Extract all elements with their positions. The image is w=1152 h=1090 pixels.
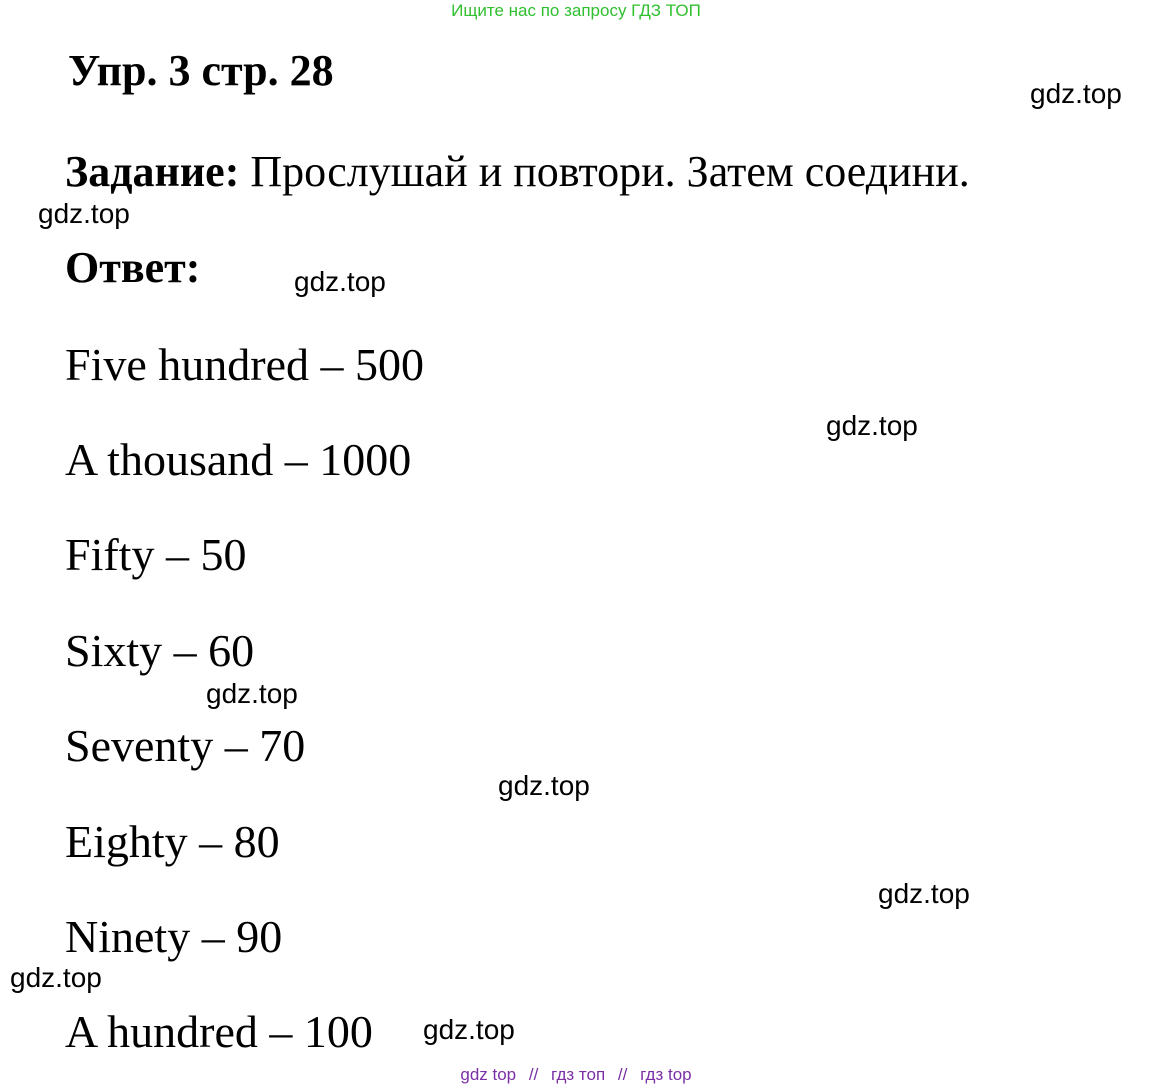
watermark: gdz.top — [206, 678, 298, 709]
answer-item: A thousand – 1000 — [65, 434, 412, 485]
footer-link[interactable]: гдз топ — [551, 1065, 606, 1084]
answer-item: Eighty – 80 — [65, 816, 280, 867]
watermark: gdz.top — [498, 770, 590, 801]
page-title: Упр. 3 стр. 28 — [68, 46, 334, 95]
answer-item: A hundred – 100 — [65, 1006, 373, 1057]
footer-link[interactable]: gdz top — [460, 1065, 517, 1084]
watermark: gdz.top — [294, 266, 386, 297]
footer-link[interactable]: гдз top — [640, 1065, 692, 1084]
watermark: gdz.top — [423, 1014, 515, 1045]
answer-item: Seventy – 70 — [65, 720, 306, 771]
watermark: gdz.top — [826, 410, 918, 441]
watermark: gdz.top — [878, 878, 970, 909]
top-banner: Ищите нас по запросу ГДЗ ТОП — [451, 1, 701, 20]
answer-item: Ninety – 90 — [65, 911, 283, 962]
answer-item: Fifty – 50 — [65, 529, 247, 580]
watermark: gdz.top — [1030, 78, 1122, 109]
footer-links — [0, 1065, 1152, 1085]
task-line — [65, 147, 970, 196]
answer-label: Ответ: — [65, 243, 201, 292]
task-label: Задание: — [65, 147, 240, 196]
footer-separator: // — [617, 1065, 628, 1084]
watermark: gdz.top — [10, 962, 102, 993]
watermark: gdz.top — [38, 198, 130, 229]
answer-item: Sixty – 60 — [65, 625, 255, 676]
footer-separator: // — [528, 1065, 539, 1084]
answer-item: Five hundred – 500 — [65, 339, 425, 390]
task-text: Прослушай и повтори. Затем соедини. — [239, 147, 970, 196]
